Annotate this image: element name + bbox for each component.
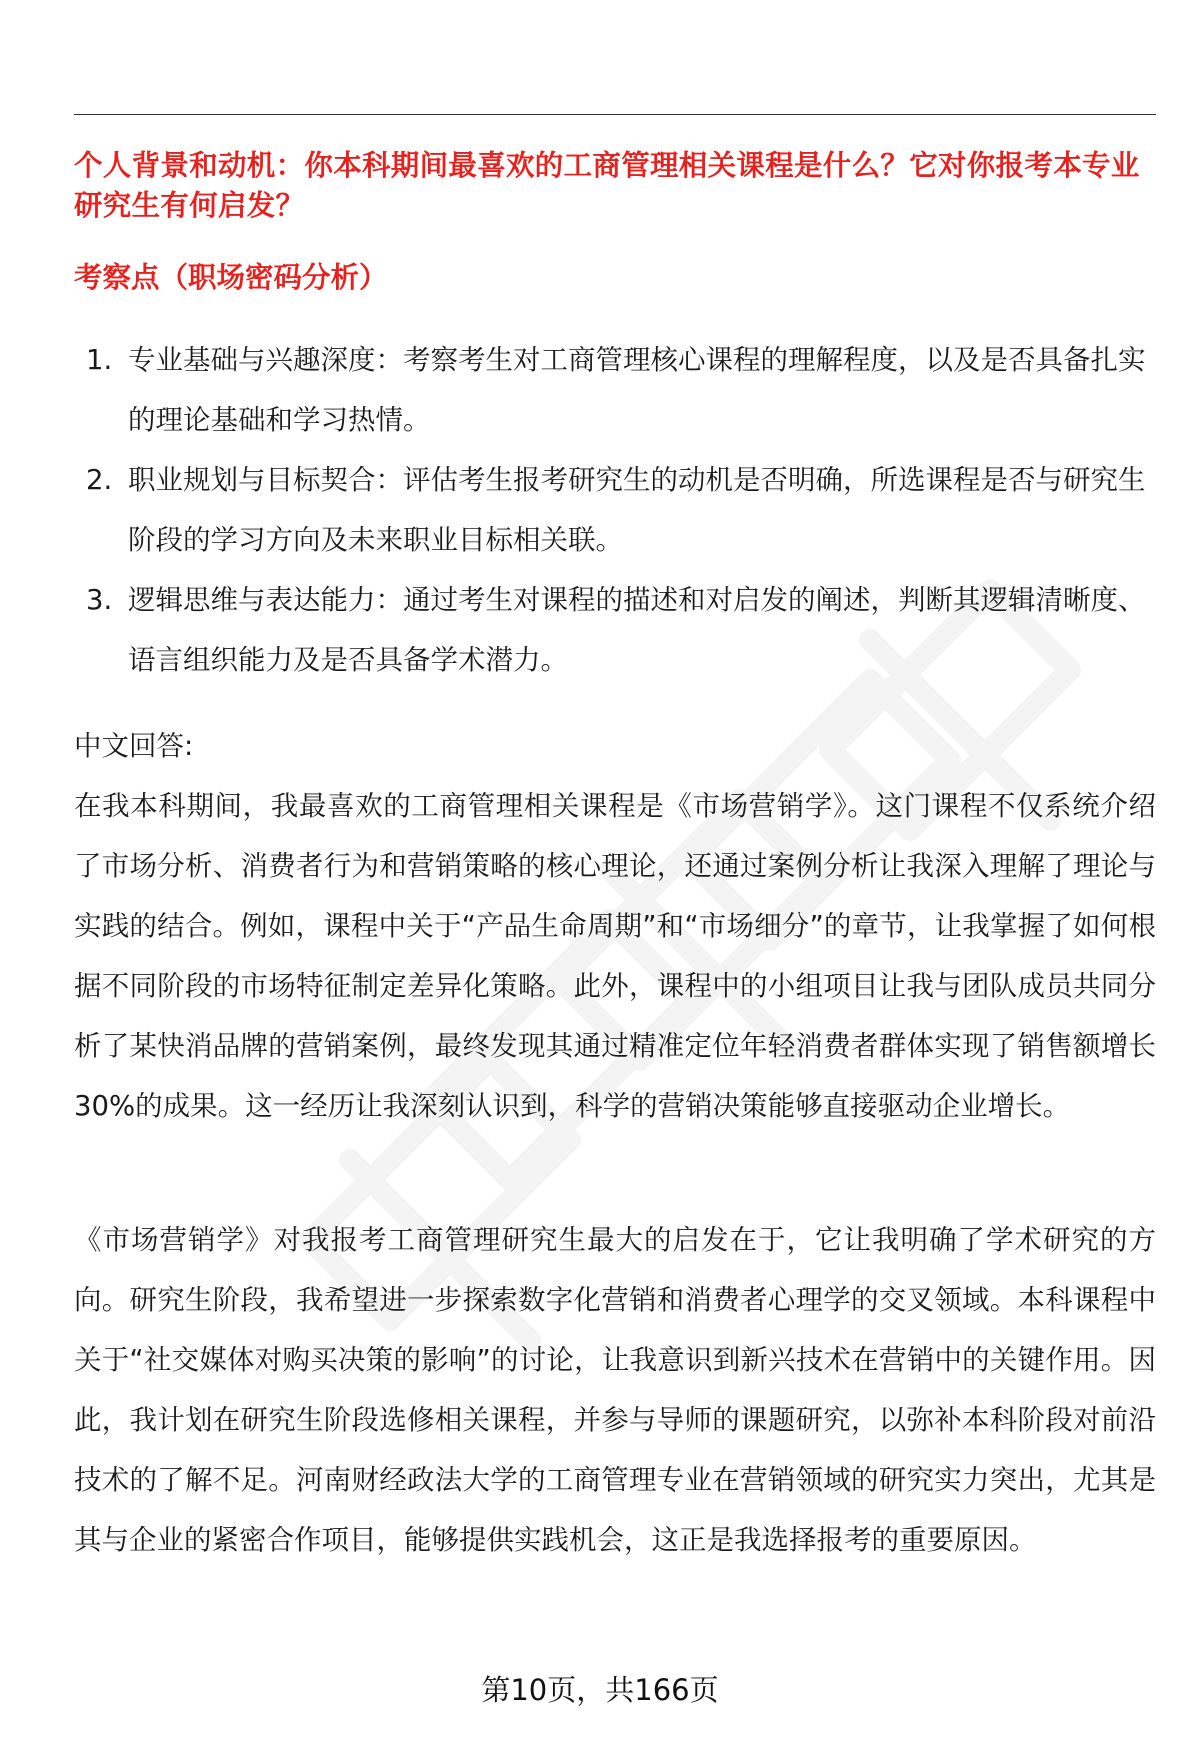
list-item-number: 3. [86,584,113,616]
question-heading: 个人背景和动机：你本科期间最喜欢的工商管理相关课程是什么？它对你报考本专业研究生有何启发？ [74,149,1140,222]
section-title: 考察点（职场密码分析） [74,261,388,294]
list-item [74,330,1156,450]
page-number-footer: 第10页，共166页 [481,1673,719,1707]
answer-label: 中文回答: [74,730,194,762]
assessment-points-list [74,330,1156,690]
list-item-number: 1. [86,344,113,376]
answer-paragraph: 在我本科期间，我最喜欢的工商管理相关课程是《市场营销学》。这门课程不仅系统介绍了市场分析、消费者行为和营销策略的核心理论，还通过案例分析让我深入理解了理论与实践的结合。例如，课程中关于“产品生命周期”和“市场细分”的章节，让我掌握了如何根据不同阶段的市场特征制定差异化策略。此外，课程中的小组项目让我与团队成员共同分析了某快消品牌的营销案例，最终发现其通过精准定位年轻消费者群体实现了销售额增长30%的成果。这一经历让我深刻认识到，科学的营销决策能够直接驱动企业增长。 [74,790,1156,1122]
list-item [74,450,1156,570]
list-item-text: 职业规划与目标契合：评估考生报考研究生的动机是否明确，所选课程是否与研究生阶段的学习方向及未来职业目标相关联。 [128,464,1146,556]
answer-paragraph: 《市场营销学》对我报考工商管理研究生最大的启发在于，它让我明确了学术研究的方向。研究生阶段，我希望进一步探索数字化营销和消费者心理学的交叉领域。本科课程中关于“社交媒体对购买决策的影响”的讨论，让我意识到新兴技术在营销中的关键作用。因此，我计划在研究生阶段选修相关课程，并参与导师的课题研究，以弥补本科阶段对前沿技术的了解不足。河南财经政法大学的工商管理专业在营销领域的研究实力突出，尤其是其与企业的紧密合作项目，能够提供实践机会，这正是我选择报考的重要原因。 [74,1224,1156,1556]
list-item-text: 逻辑思维与表达能力：通过考生对课程的描述和对启发的阐述，判断其逻辑清晰度、语言组织能力及是否具备学术潜力。 [128,584,1146,676]
list-item [74,570,1156,690]
header-rule [74,114,1156,115]
list-item-text: 专业基础与兴趣深度：考察考生对工商管理核心课程的理解程度，以及是否具备扎实的理论基础和学习热情。 [128,344,1146,436]
list-item-number: 2. [86,464,113,496]
